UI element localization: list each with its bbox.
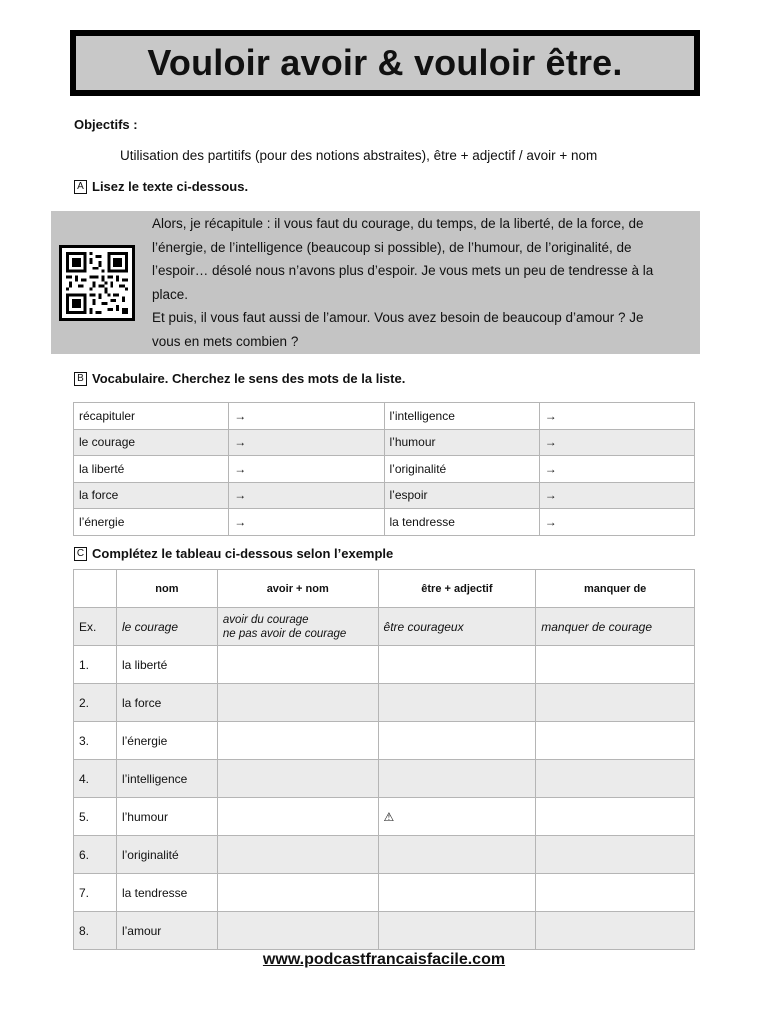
column-header [74,570,117,608]
row-number: 8. [74,912,117,950]
objectifs-label: Objectifs : [74,117,138,132]
table-row [74,912,695,950]
passage-text [152,212,687,353]
etre-answer-cell[interactable] [378,722,536,760]
row-number: 4. [74,760,117,798]
column-header: nom [116,570,217,608]
table-row [74,684,695,722]
avoir-answer-cell[interactable] [217,874,378,912]
title-box [70,30,700,96]
table-row [74,509,695,536]
section-c-heading [74,546,393,561]
section-c-title: Complétez le tableau ci-dessous selon l’exemple [92,546,394,561]
avoir-answer-cell[interactable] [217,760,378,798]
row-number: 5. [74,798,117,836]
vocab-word: l’espoir [384,482,539,509]
passage-line: vous en mets combien ? [152,333,299,349]
example-avoir-line: avoir du courage [222,613,309,626]
row-nom: la liberté [116,646,217,684]
passage-line: l’espoir… désolé nous n’avons plus d’espoir. Je vous mets un peu de tendresse à la [152,263,654,278]
table-row [74,482,695,509]
row-nom: l’intelligence [116,760,217,798]
page-title: Vouloir avoir & vouloir être. [76,36,694,90]
passage-line: l’énergie, de l’intelligence (beaucoup si possible), de l’humour, de l’originalité, de [152,239,632,255]
avoir-answer-cell[interactable] [217,912,378,950]
manquer-answer-cell[interactable] [536,646,695,684]
vocab-table [73,402,695,536]
etre-answer-cell[interactable] [378,836,536,874]
vocab-answer-field[interactable]: → [539,509,694,536]
section-b-letter: B [74,372,87,386]
vocab-word: la liberté [74,456,229,483]
table-row [74,760,695,798]
manquer-answer-cell[interactable] [536,874,695,912]
vocab-word: l’énergie [74,509,229,536]
objectifs-text: Utilisation des partitifs (pour des notions abstraites), être + adjectif / avoir + nom [120,148,598,163]
manquer-answer-cell[interactable] [536,722,695,760]
manquer-answer-cell[interactable] [536,836,695,874]
vocab-word: récapituler [74,403,229,430]
example-avoir-line: ne pas avoir de courage [222,627,347,640]
row-number: 2. [74,684,117,722]
vocab-word: le courage [74,429,229,456]
warning-icon[interactable]: ⚠ [378,798,536,836]
vocab-answer-field[interactable]: → [539,429,694,456]
section-a-title: Lisez le texte ci-dessous. [92,179,249,194]
vocab-word: la force [74,482,229,509]
text-block [51,211,700,354]
avoir-answer-cell[interactable] [217,836,378,874]
table-row [74,403,695,430]
section-b-heading [74,371,405,386]
exercise-table [73,569,695,950]
table-row [74,429,695,456]
example-avoir [217,608,378,646]
passage-line: Et puis, il vous faut aussi de l’amour. Vous avez besoin de beaucoup d’amour ? Je [152,310,644,325]
avoir-answer-cell[interactable] [217,684,378,722]
table-row [74,798,695,836]
vocab-answer-field[interactable]: → [229,509,384,536]
row-nom: l’énergie [116,722,217,760]
row-number: 6. [74,836,117,874]
manquer-answer-cell[interactable] [536,798,695,836]
manquer-answer-cell[interactable] [536,684,695,722]
section-a-heading [74,179,248,194]
vocab-word: la tendresse [384,509,539,536]
vocab-answer-field[interactable]: → [229,403,384,430]
etre-answer-cell[interactable] [378,760,536,798]
vocab-word: l’originalité [384,456,539,483]
vocab-answer-field[interactable]: → [229,429,384,456]
avoir-answer-cell[interactable] [217,646,378,684]
row-number: 7. [74,874,117,912]
etre-answer-cell[interactable] [378,874,536,912]
table-row [74,646,695,684]
example-nom: le courage [116,608,217,646]
row-nom: la tendresse [116,874,217,912]
column-header: manquer de [536,570,695,608]
passage-line: place. [152,286,189,302]
vocab-word: l’humour [384,429,539,456]
example-etre: être courageux [378,608,536,646]
section-c-letter: C [74,547,87,561]
vocab-answer-field[interactable]: → [229,482,384,509]
avoir-answer-cell[interactable] [217,722,378,760]
row-nom: l’humour [116,798,217,836]
table-row [74,874,695,912]
row-number: 1. [74,646,117,684]
vocab-answer-field[interactable]: → [539,403,694,430]
avoir-answer-cell[interactable] [217,798,378,836]
row-nom: l’originalité [116,836,217,874]
etre-answer-cell[interactable] [378,912,536,950]
passage-line: Alors, je récapitule : il vous faut du courage, du temps, de la liberté, de la force, de [152,216,644,231]
row-nom: l’amour [116,912,217,950]
table-row [74,722,695,760]
column-header: avoir + nom [217,570,378,608]
example-row [74,608,695,646]
vocab-answer-field[interactable]: → [539,482,694,509]
table-row [74,836,695,874]
section-b-title: Vocabulaire. Cherchez le sens des mots de la liste. [92,371,406,386]
vocab-answer-field[interactable]: → [229,456,384,483]
example-manquer: manquer de courage [536,608,695,646]
vocab-answer-field[interactable]: → [539,456,694,483]
section-a-letter: A [74,180,87,194]
etre-answer-cell[interactable] [378,646,536,684]
etre-answer-cell[interactable] [378,684,536,722]
column-header: être + adjectif [378,570,536,608]
vocab-word: l’intelligence [384,403,539,430]
qr-code-icon[interactable] [59,245,135,321]
table-row [74,456,695,483]
row-nom: la force [116,684,217,722]
table-header-row [74,570,695,608]
row-number: Ex. [74,608,117,646]
manquer-answer-cell[interactable] [536,760,695,798]
manquer-answer-cell[interactable] [536,912,695,950]
row-number: 3. [74,722,117,760]
footer-link[interactable]: www.podcastfrancaisfacile.com [262,951,506,968]
